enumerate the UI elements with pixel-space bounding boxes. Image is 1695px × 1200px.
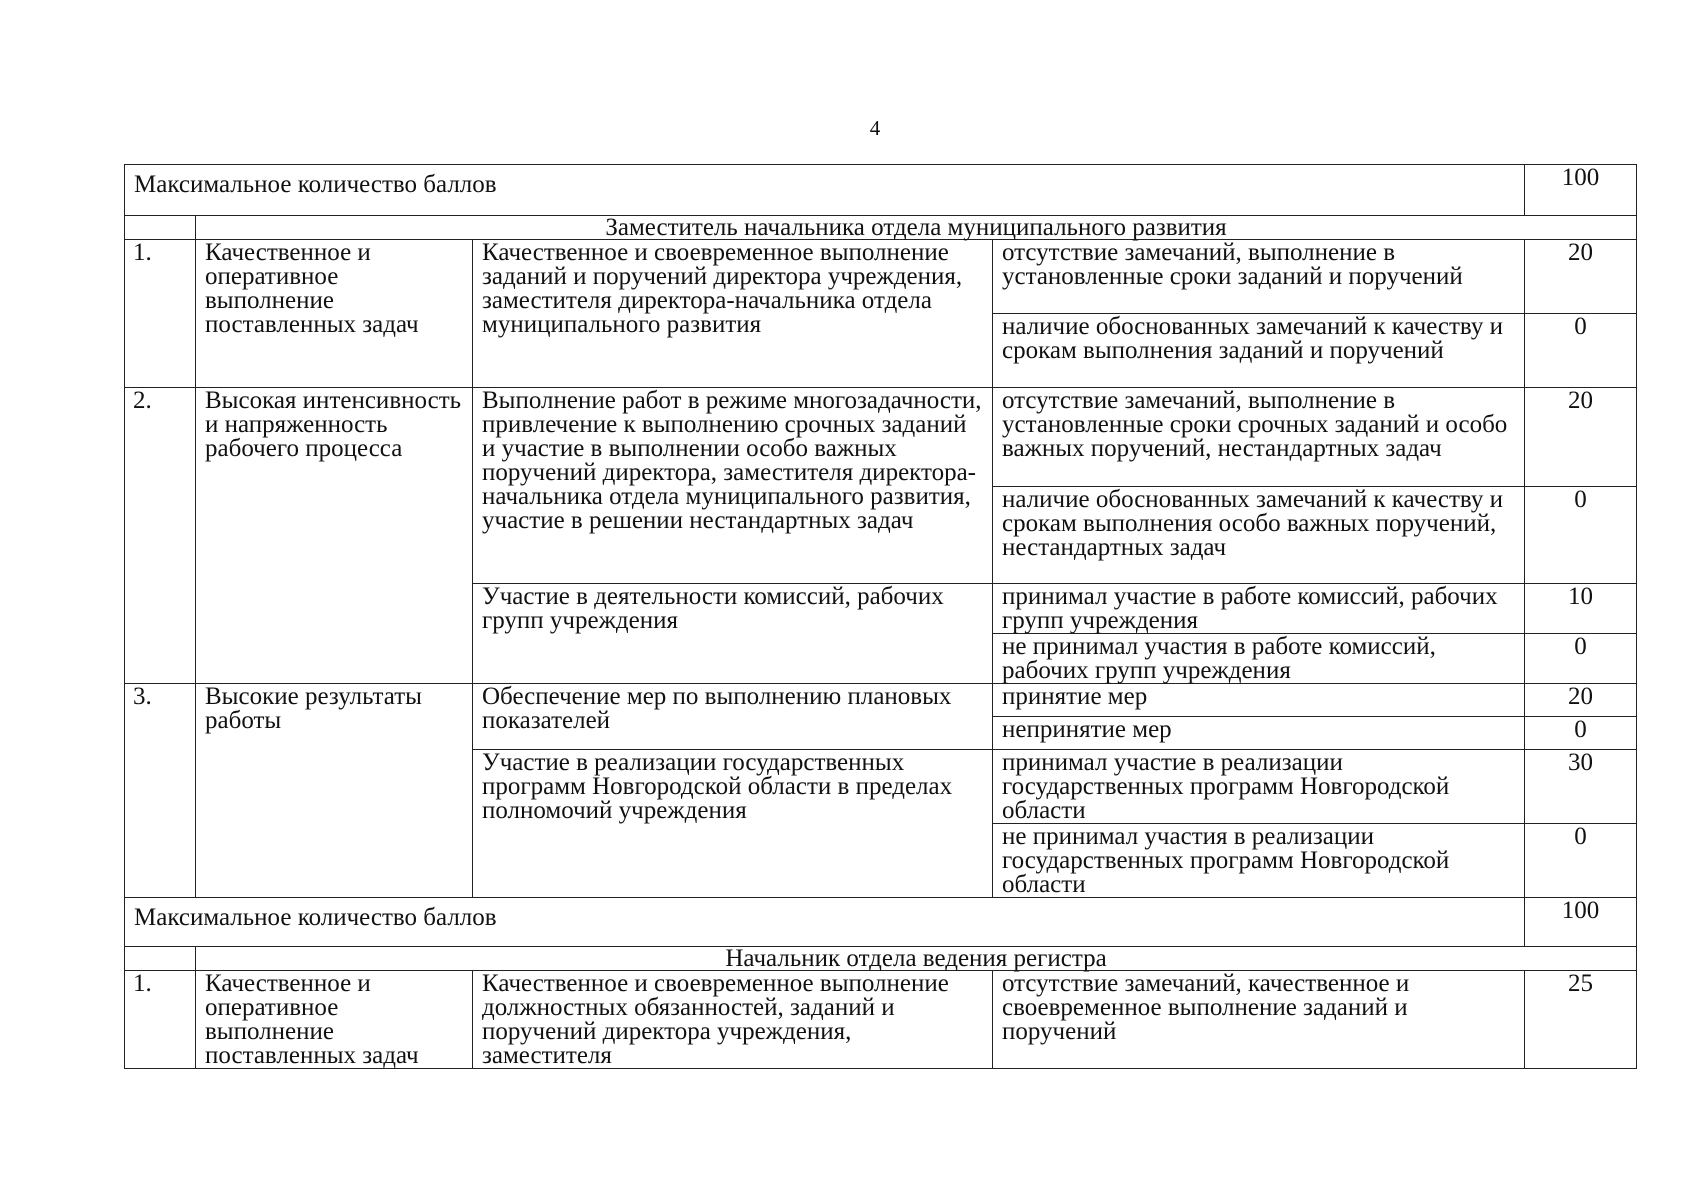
- table-row: [125, 684, 1637, 717]
- condition-text: принятие мер: [993, 684, 1525, 717]
- table-row: [125, 971, 1637, 1069]
- points-value: 0: [1525, 717, 1637, 750]
- indicator-text: Участие в деятельности комиссий, рабочих групп учреждения: [473, 584, 993, 684]
- section-title: Начальник отдела ведения регистра: [196, 947, 1637, 971]
- condition-text: принимал участие в реализации государственных программ Новгородской области: [993, 750, 1525, 824]
- condition-text: непринятие мер: [993, 717, 1525, 750]
- max-score-label: Максимальное количество баллов: [125, 898, 1525, 947]
- condition-text: не принимал участия в работе комиссий, рабочих групп учреждения: [993, 634, 1525, 684]
- max-score-row: [125, 165, 1637, 216]
- criterion-number: 3.: [125, 684, 196, 898]
- condition-text: наличие обоснованных замечаний к качеству и срокам выполнения заданий и поручений: [993, 314, 1525, 388]
- section-title: Заместитель начальника отдела муниципального развития: [196, 216, 1637, 240]
- points-value: 20: [1525, 240, 1637, 314]
- condition-text: принимал участие в работе комиссий, рабочих групп учреждения: [993, 584, 1525, 634]
- points-value: 25: [1525, 971, 1637, 1069]
- table-row: [125, 240, 1637, 314]
- points-value: 0: [1525, 314, 1637, 388]
- criterion-number: 2.: [125, 388, 196, 684]
- indicator-text: Качественное и своевременное выполнение заданий и поручений директора учреждения, заместителя директора-начальника отдела муниципального развития: [473, 240, 993, 388]
- max-score-value: 100: [1525, 898, 1637, 947]
- section-header-row: [125, 216, 1637, 240]
- points-value: 0: [1525, 634, 1637, 684]
- table-row: [125, 388, 1637, 487]
- condition-text: отсутствие замечаний, выполнение в установленные сроки срочных заданий и особо важных поручений, нестандартных задач: [993, 388, 1525, 487]
- max-score-label: Максимальное количество баллов: [125, 165, 1525, 216]
- criterion-name: Качественное и оперативное выполнение поставленных задач: [196, 971, 473, 1069]
- criterion-name: Качественное и оперативное выполнение поставленных задач: [196, 240, 473, 388]
- section-header-empty-cell: [125, 947, 196, 971]
- points-value: 20: [1525, 388, 1637, 487]
- condition-text: наличие обоснованных замечаний к качеству и срокам выполнения особо важных поручений, нестандартных задач: [993, 487, 1525, 584]
- condition-text: отсутствие замечаний, выполнение в установленные сроки заданий и поручений: [993, 240, 1525, 314]
- section-header-row: [125, 947, 1637, 971]
- points-value: 0: [1525, 824, 1637, 898]
- indicator-text: Выполнение работ в режиме многозадачности, привлечение к выполнению срочных заданий и участие в выполнении особо важных поручений директора, заместителя директора-начальника отдела муниципального развития, участие в решении нестандартных задач: [473, 388, 993, 584]
- evaluation-criteria-table: [124, 164, 1637, 1069]
- section-header-empty-cell: [125, 216, 196, 240]
- page-number: 4: [869, 116, 881, 140]
- indicator-text: Обеспечение мер по выполнению плановых показателей: [473, 684, 993, 750]
- points-value: 20: [1525, 684, 1637, 717]
- condition-text: не принимал участия в реализации государственных программ Новгородской области: [993, 824, 1525, 898]
- max-score-row: [125, 898, 1637, 947]
- max-score-value: 100: [1525, 165, 1637, 216]
- points-value: 10: [1525, 584, 1637, 634]
- criterion-name: Высокие результаты работы: [196, 684, 473, 898]
- criterion-number: 1.: [125, 971, 196, 1069]
- indicator-text: Качественное и своевременное выполнение должностных обязанностей, заданий и поручений директора учреждения, заместителя: [473, 971, 993, 1069]
- condition-text: отсутствие замечаний, качественное и своевременное выполнение заданий и поручений: [993, 971, 1525, 1069]
- points-value: 30: [1525, 750, 1637, 824]
- criterion-number: 1.: [125, 240, 196, 388]
- points-value: 0: [1525, 487, 1637, 584]
- indicator-text: Участие в реализации государственных программ Новгородской области в пределах полномочий учреждения: [473, 750, 993, 898]
- criterion-name: Высокая интенсивность и напряженность рабочего процесса: [196, 388, 473, 684]
